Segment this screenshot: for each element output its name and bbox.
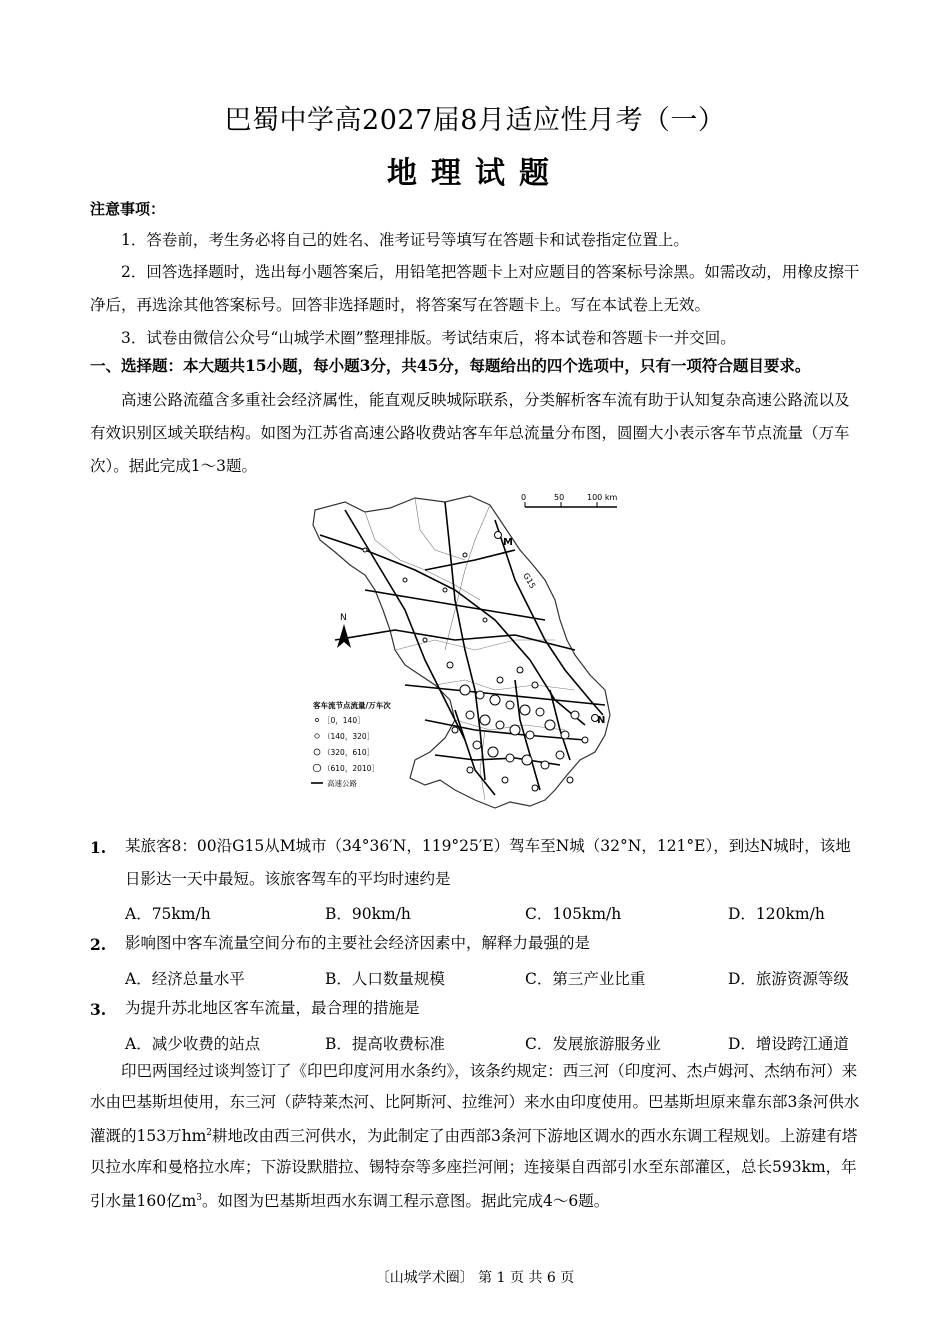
question-3-number: 3. <box>90 1000 107 1019</box>
svg-text:N: N <box>597 715 606 726</box>
question-3-option-c[interactable]: C．发展旅游服务业 <box>525 1035 661 1053</box>
road-label-g15: G15 <box>521 571 538 591</box>
question-1-option-d[interactable]: D．120km/h <box>728 905 825 923</box>
question-1-text: 某旅客8：00沿G15从M城市（34°36′N，119°25′E）驾车至N城（32°N，121°E），到达N城时，该地日影达一天中最短。该旅客驾车的平均时速约是 <box>125 837 851 888</box>
question-3-option-d[interactable]: D．增设跨江通道 <box>728 1035 849 1053</box>
legend-title: 客车流节点流量/万车次 <box>313 701 391 710</box>
svg-text:N: N <box>340 613 347 623</box>
scale-label-0: 0 <box>521 493 527 502</box>
jiangsu-highway-map <box>305 490 625 812</box>
question-3-option-b[interactable]: B．提高收费标准 <box>325 1035 445 1053</box>
scale-label-100: 100 km <box>587 493 618 502</box>
question-2-number: 2. <box>90 935 107 954</box>
section-heading: 一、选择题：本大题共15小题，每小题3分，共45分，每题给出的四个选项中，只有一项符合题目要求。 <box>90 356 811 375</box>
note-item-3: 3．试卷由微信公众号“山城学术圈”整理排版。考试结束后，将本试卷和答题卡一并交回。 <box>121 329 736 347</box>
question-2-text: 影响图中客车流量空间分布的主要社会经济因素中，解释力最强的是 <box>125 934 591 952</box>
map-legend <box>311 700 391 788</box>
province-outline <box>313 496 610 808</box>
note-item-1: 1．答卷前，考生务必将自己的姓名、准考证号等填写在答题卡和试卷指定位置上。 <box>121 231 689 249</box>
scale-label-50: 50 <box>554 493 565 502</box>
page-subtitle: 地理试题 <box>387 156 563 191</box>
legend-item-4: （610，2010］ <box>323 764 379 773</box>
question-2-option-c[interactable]: C．第三产业比重 <box>525 970 646 988</box>
note-item-2: 2．回答选择题时，选出每小题答案后，用铅笔把答题卡上对应题目的答案标号涂黑。如需改动，用橡皮擦干净后，再选涂其他答案标号。回答非选择题时，将答案写在答题卡上。写在本试卷上无效。 <box>90 263 860 314</box>
scale-bar <box>521 493 617 507</box>
page-title: 巴蜀中学高2027届8月适应性月考（一） <box>224 105 726 136</box>
legend-item-3: （320，610］ <box>323 748 375 757</box>
legend-item-5: 高速公路 <box>327 779 357 788</box>
question-1-option-c[interactable]: C．105km/h <box>525 905 622 923</box>
north-arrow-icon <box>337 613 351 648</box>
page-footer: 〔山城学术圈〕 第 1 页 共 6 页 <box>375 1270 575 1286</box>
legend-item-2: （140，320］ <box>323 732 375 741</box>
question-1-option-b[interactable]: B．90km/h <box>325 905 411 923</box>
question-2-option-d[interactable]: D．旅游资源等级 <box>728 970 849 988</box>
question-2-option-a[interactable]: A．经济总量水平 <box>125 970 245 988</box>
legend-item-1: ［0，140］ <box>323 716 365 725</box>
question-1-number: 1. <box>90 838 107 857</box>
material-2: 印巴两国经过谈判签订了《印巴印度河用水条约》，该条约规定：西三河（印度河、杰卢姆河、杰纳布河）来水由巴基斯坦使用，东三河（萨特莱杰河、比阿斯河、拉维河）来水由印度使用。巴基斯坦原来靠东部3条河供水灌溉的153万$hm^2$耕地改由西三河供水，为此制定了由西部3条河下游地区调水的西水东调工程规划。上游建有塔贝拉水库和曼格拉水库；下游设默腊拉、锡特奈等多座拦河闸；连接渠自西部引水至东部灌区，总长593km，年引水量160亿$m^3$。如图为巴基斯坦西水东调工程示意图。据此完成4～6题。 <box>90 1062 860 1211</box>
notes-heading: 注意事项： <box>90 200 166 218</box>
question-2-option-b[interactable]: B．人口数量规模 <box>325 970 445 988</box>
question-3-text: 为提升苏北地区客车流量，最合理的措施是 <box>125 999 420 1017</box>
material-1: 高速公路流蕴含多重社会经济属性，能直观反映城际联系，分类解析客车流有助于认知复杂高速公路流以及有效识别区域关联结构。如图为江苏省高速公路收费站客车年总流量分布图，圆圈大小表示客车节点流量（万车次）。据此完成1～3题。 <box>90 391 850 475</box>
question-3-option-a[interactable]: A．减少收费的站点 <box>125 1035 261 1053</box>
question-1-option-a[interactable]: A．75km/h <box>125 905 211 923</box>
svg-text:M: M <box>503 537 513 548</box>
